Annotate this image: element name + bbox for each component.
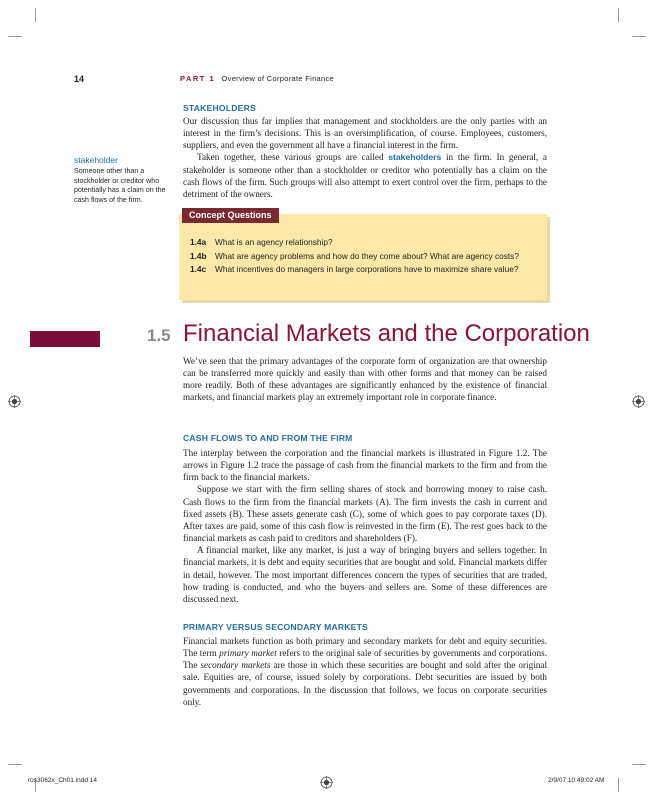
registration-mark-icon	[8, 395, 21, 408]
stakeholders-heading: STAKEHOLDERS	[183, 103, 256, 113]
section-number: 1.5	[147, 326, 171, 345]
crop-mark	[618, 8, 619, 22]
paragraph-text: Taken together, these various groups are called	[197, 152, 389, 163]
italic-term-secondary-markets: secondary markets	[200, 660, 271, 671]
question-text: What is an agency relationship?	[215, 237, 333, 247]
crop-mark	[35, 8, 36, 22]
concept-question	[190, 264, 540, 275]
running-header	[180, 74, 334, 83]
crop-mark	[632, 36, 646, 37]
cash-flows-heading: CASH FLOWS TO AND FROM THE FIRM	[183, 433, 353, 443]
question-number: 1.4b	[190, 250, 207, 261]
primary-secondary-heading: PRIMARY VERSUS SECONDARY MARKETS	[183, 622, 368, 632]
section-title: Financial Markets and the Corporation	[183, 320, 590, 347]
cash-flows-paragraph-1: The interplay between the corporation and the financial markets is illustrated in Figure 1.2. The arrows in Figure 1.2 trace the passage of cash from the financial markets to the firm and from the firm back to the financial markets.	[183, 448, 547, 483]
primary-secondary-paragraph	[183, 635, 547, 708]
stakeholders-body	[183, 115, 547, 200]
part-title: Overview of Corporate Finance	[221, 74, 335, 83]
concept-question	[190, 251, 540, 262]
section-intro	[183, 355, 547, 404]
cash-flows-paragraph-2: Suppose we start with the firm selling shares of stock and borrowing money to raise cash. Cash flows to the firm from the financial markets (A). The firm invests the cash in current and fixed assets (B). These assets generate cash (C), some of which goes to pay corporate taxes (D). After taxes are paid, some of this cash flow is reinvested in the firm (E). The rest goes back to the financial markets as cash paid to creditors and shareholders (F).	[183, 484, 547, 544]
page-number: 14	[74, 74, 85, 84]
stakeholders-paragraph-2	[183, 151, 547, 200]
crop-mark	[8, 764, 22, 765]
question-number: 1.4c	[190, 264, 207, 275]
margin-glossary-term: stakeholder	[74, 155, 118, 165]
paragraph-text: refers to the original sale of securities by governments and corporations. The	[183, 648, 547, 671]
paragraph-text: Financial markets function as both primary and secondary markets for debt and equity securities. The term	[183, 636, 547, 659]
key-term-stakeholders: stakeholders	[388, 152, 442, 163]
footer-timestamp: 2/9/07 10:49:02 AM	[548, 777, 605, 784]
paragraph-text: are those in which these securities are bought and sold after the original sale. Equities are, of course, issued solely by corporations. Debt securities are issued by both governments and corporations. In the discussion that follows, we focus on corporate securities only.	[183, 660, 547, 707]
crop-mark	[8, 36, 22, 37]
question-number: 1.4a	[190, 237, 207, 247]
section-marker-bar	[30, 331, 100, 347]
part-label: PART 1	[180, 74, 216, 83]
primary-secondary-body	[183, 635, 547, 708]
crop-mark	[632, 764, 646, 765]
concept-questions-list	[190, 237, 540, 278]
margin-glossary-definition: Someone other than a stockholder or creditor who potentially has a claim on the cash flows of the firm.	[74, 167, 166, 204]
italic-term-primary-market: primary market	[219, 648, 277, 659]
question-text: What incentives do managers in large corporations have to maximize share value?	[215, 264, 519, 275]
concept-question	[190, 237, 540, 248]
stakeholders-paragraph-1: Our discussion thus far implies that management and stockholders are the only parties with an interest in the firm’s decisions. This is an oversimplification, of course. Employees, customers, suppliers, and even the government all have a financial interest in the firm.	[183, 116, 547, 151]
footer-file-slug: ros3062x_Ch01.indd 14	[28, 777, 98, 784]
concept-questions-title: Concept Questions	[182, 208, 279, 223]
crop-mark	[618, 778, 619, 792]
paragraph-text: in the firm. In general, a stakeholder is someone other than a stockholder or creditor who potentially has a claim on the cash flows of the firm. Such groups will also attempt to exert control over the firm, perhaps to the detriment of the owners.	[183, 152, 547, 199]
intro-paragraph: We’ve seen that the primary advantages of the corporate form of organization are that ownership can be transferred more quickly and easily than with other forms and that money can be raised more readily. Both of these advantages are significantly enhanced by the existence of financial markets, and financial markets play an extremely important role in corporate finance.	[183, 356, 547, 403]
registration-mark-icon	[320, 776, 333, 789]
cash-flows-body	[183, 447, 547, 605]
question-text: What are agency problems and how do they come about? What are agency costs?	[215, 250, 519, 261]
cash-flows-paragraph-3: A financial market, like any market, is just a way of bringing buyers and sellers together. In financial markets, it is debt and equity securities that are bought and sold. Financial markets differ in detail, however. The most important differences concern the types of securities that are traded, how trading is conducted, and who the buyers and sellers are. Some of these differences are discussed next.	[183, 545, 547, 604]
registration-mark-icon	[632, 395, 645, 408]
